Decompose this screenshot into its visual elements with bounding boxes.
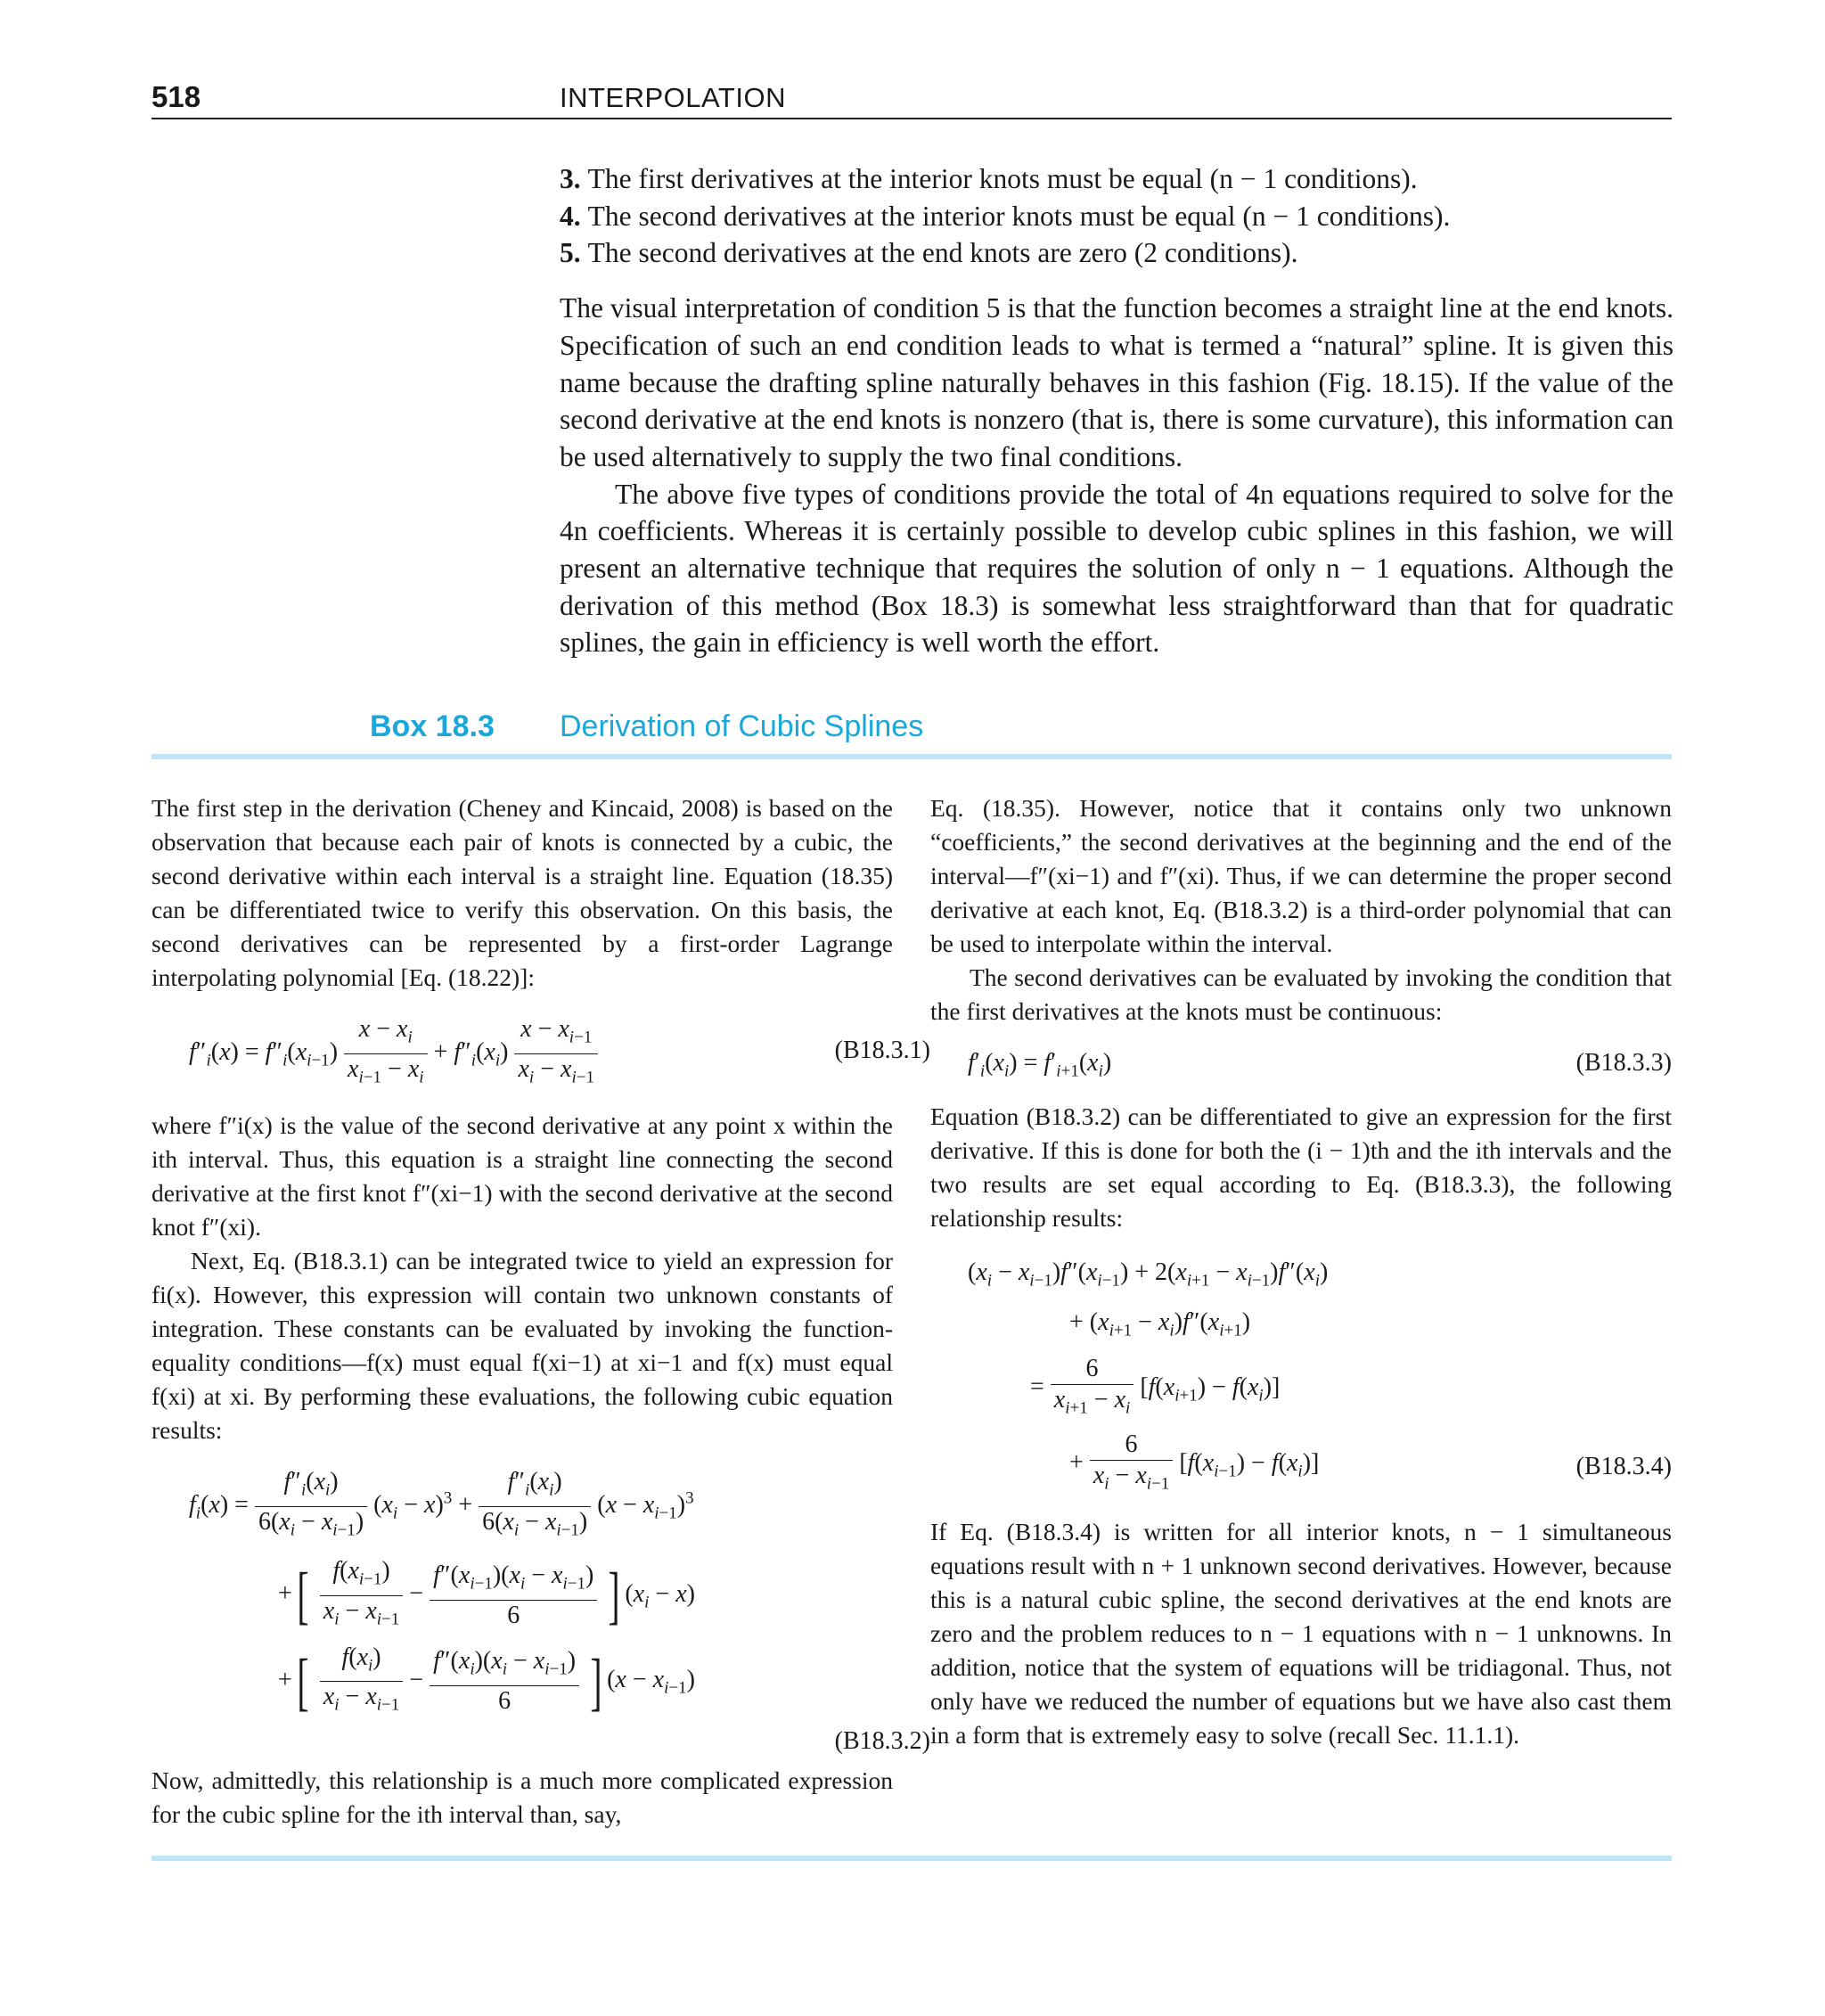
box-right-column: [930, 791, 1672, 1752]
page-number: 518: [151, 80, 201, 113]
equation-number: (B18.3.4): [1575, 1452, 1672, 1480]
right-paragraph-4: If Eq. (B18.3.4) is written for all interior knots, n − 1 simultaneous equations result with n + 1 unknown second derivatives. However, because this is a natural cubic spline, the second derivatives at the end knots are zero and the problem reduces to n − 1 equations with n − 1 unknowns. In addition, notice that the system of equations will be tridiagonal. Thus, not only have we reduced the number of equations but we have also cast them in a form that is extremely easy to solve (recall Sec. 11.1.1).: [930, 1518, 1672, 1750]
left-paragraph-4: Now, admittedly, this relationship is a much more complicated expression for the cubic spline for the ith interval than, say,: [151, 1766, 893, 1828]
box-bottom-rule: [151, 1856, 1672, 1861]
condition-5: [560, 234, 1674, 272]
condition-number: 5.: [560, 237, 581, 269]
equation-number: (B18.3.1): [834, 1037, 930, 1064]
intro-paragraphs: [560, 290, 1674, 661]
left-paragraph-2: where f″i(x) is the value of the second derivative at any point x within the ith interval. Thus, this equation is a straight line connecting the second derivative at the first knot f″(xi−1) with the second derivative at the second knot f″(xi).: [151, 1111, 893, 1242]
box-label: Box 18.3: [370, 709, 495, 743]
chapter-title: INTERPOLATION: [560, 82, 786, 113]
condition-4: [560, 198, 1674, 235]
condition-3: [560, 160, 1674, 198]
condition-number: 3.: [560, 163, 581, 194]
right-paragraph-2: The second derivatives can be evaluated by invoking the condition that the first derivatives at the knots must be continuous:: [930, 963, 1672, 1025]
equation-b18-3-4: $(x_i - x_{i-1})f''(x_{i-1}) + 2(x_{i+1} - x_{i-1})f''(x_i)$ + $(x_{i+1} - x_i)f''(x_{i+1})$ = $\frac{6}{x_{i+1} - x_i}$ $[f(x_{i+1}) - f(x_i)]$ + $\frac{6}{x_i - x_{i-1}}$ $[f(x_{i-1}) - f(x_i)]$ (B18.3.4): [968, 1258, 1672, 1494]
equation-b18-3-3: $f'_i(x_i) = f'_{i+1}(x_i)$ (B18.3.3): [930, 1046, 1672, 1082]
condition-text: The second derivatives at the interior knots must be equal (n − 1 conditions).: [587, 200, 1451, 232]
equation-number: (B18.3.3): [1575, 1049, 1672, 1077]
equation-b18-3-2: $f_i(x)$ = $\frac{f''_i(x_i)}{6(x_i - x_{i-1})}$ $(x_i - x)^3$ + $\frac{f''_i(x_i)}{6(x_i - x_{i-1})}$ $(x - x_{i-1})^3$ +[ $\frac{f(x_{i-1})}{x_i - x_{i-1}}$ − $\frac{f''(x_{i-1})(x_i - x_{i-1})}{6}$ ] $(x_i - x)$ +[ $\frac{f(x_i)}{x_i - x_{i-1}}$ − $\frac{f''(x_i)(x_i - x_{i-1})}{6}$ ] $(x - x_{i-1})$ (B18.3.2): [189, 1468, 930, 1755]
box-title: Derivation of Cubic Splines: [560, 709, 924, 743]
intro-section: [560, 160, 1674, 661]
equation-number: (B18.3.2): [834, 1726, 930, 1755]
box-top-rule: [151, 754, 1672, 759]
box-left-column: [151, 791, 930, 1832]
box-heading: [151, 704, 1672, 756]
equation-b18-3-1: $f''_i(x) = f''_i(x_{i-1})$ $\frac{x - x_i}{x_{i-1} - x_i}$ + $f''_i(x_i)$ $\frac{x - x_{i-1}}{x_i - x_{i-1}}$ (B18.3.1): [189, 1015, 930, 1087]
intro-paragraph-2: The above five types of conditions provide the total of 4n equations required to solve for the 4n coefficients. Whereas it is certainly possible to develop cubic splines in this fashion, we will present an alternative technique that requires the solution of only n − 1 equations. Although the derivation of this method (Box 18.3) is somewhat less straightforward than that for quadratic splines, the gain in efficiency is well worth the effort.: [560, 478, 1674, 659]
intro-paragraph-1: The visual interpretation of condition 5 is that the function becomes a straight line at the end knots. Specification of such an end condition leads to what is termed a “natural” spline. It is given this name because the drafting spline naturally behaves in this fashion (Fig. 18.15). If the value of the second derivative at the end knots is nonzero (that is, there is some curvature), this information can be used alternatively to supply the two final conditions.: [560, 292, 1674, 472]
running-header: [151, 80, 1672, 119]
left-paragraph-3: Next, Eq. (B18.3.1) can be integrated twice to yield an expression for fi(x). However, this expression will contain two unknown constants of integration. These constants can be evaluated by invoking the function-equality conditions—f(x) must equal f(xi−1) at xi−1 and f(x) must equal f(xi) at xi. By performing these evaluations, the following cubic equation results:: [151, 1247, 893, 1445]
condition-text: The second derivatives at the end knots are zero (2 conditions).: [587, 237, 1298, 269]
condition-text: The first derivatives at the interior knots must be equal (n − 1 conditions).: [587, 163, 1418, 194]
right-paragraph-3: Equation (B18.3.2) can be differentiated to give an expression for the first derivative. If this is done for both the (i − 1)th and the ith intervals and the two results are set equal according to Eq. (B18.3.3), the following relationship results:: [930, 1102, 1672, 1232]
right-paragraph-1: Eq. (18.35). However, notice that it contains only two unknown “coefficients,” the second derivatives at the beginning and the end of the interval—f″(xi−1) and f″(xi). Thus, if we can determine the proper second derivative at each knot, Eq. (B18.3.2) is a third-order polynomial that can be used to interpolate within the interval.: [930, 794, 1672, 957]
condition-number: 4.: [560, 200, 581, 232]
left-paragraph-1: The first step in the derivation (Cheney and Kincaid, 2008) is based on the observation that because each pair of knots is connected by a cubic, the second derivative within each interval is a straight line. Equation (18.35) can be differentiated twice to verify this observation. On this basis, the second derivatives can be represented by a first-order Lagrange interpolating polynomial [Eq. (18.22)]:: [151, 794, 893, 991]
